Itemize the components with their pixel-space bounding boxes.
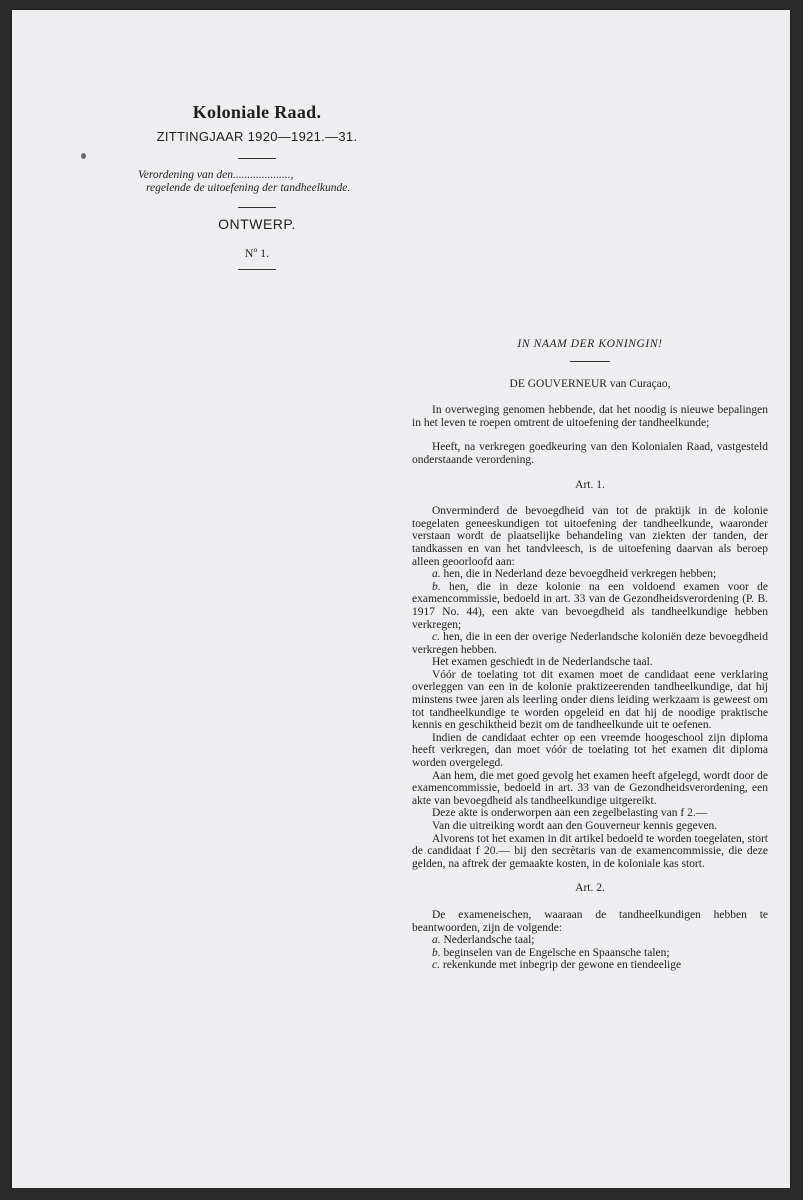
article-1-paragraph: Van die uitreiking wordt aan den Gouverneur kennis gegeven. [432, 820, 718, 832]
item-text: hen, die in een der overige Nederlandsche koloniën deze bevoegdheid verkregen hebben. [412, 631, 768, 656]
item-letter: c. [432, 631, 440, 644]
item-letter: b. [432, 580, 441, 593]
subtitle-divider [238, 207, 276, 208]
header-divider [238, 158, 276, 159]
subtitle-line-2: regelende de uitoefening der tandheelkunde. [146, 182, 351, 194]
article-2-paragraph: De exameneischen, waaraan de tandheelkundigen hebben te beantwoorden, zijn de volgende: [412, 908, 768, 934]
article-1-heading: Art. 1. [575, 478, 605, 491]
item-letter: a. [432, 934, 441, 947]
article-1-paragraph: Indien de candidaat echter op een vreemde hoogeschool zijn diploma heeft verkregen, dan moet vóór de toelating tot het examen dit diploma worden overgelegd. [412, 731, 768, 770]
article-1-item-a [412, 568, 768, 581]
article-1-paragraph: Vóór de toelating tot dit examen moet de candidaat eene verklaring overleggen van een in de kolonie praktizeerenden tandheelkundige, dat hij minstens twee jaren als leerling onder diens leiding werkzaam is geweest om tot tandheelkundige te worden opgeleid en dat hij de noodige praktische kennis en geschiktheid bezit om de tandheelkunde uit te oefenen. [412, 668, 768, 732]
ordinance-body [412, 338, 768, 972]
item-letter: a. [432, 568, 441, 581]
article-1-paragraph: Alvorens tot het examen in dit artikel bedoeld te worden toegelaten, stort de candidaat f 20.— bij den secrètaris van de examencommissie, die deze gelden, na aftrek der gemaakte kosten, in de koloniale kas stort. [412, 832, 768, 870]
preamble-enacted: Heeft, na verkregen goedkeuring van den Kolonialen Raad, vastgesteld onderstaande verordening. [412, 441, 768, 466]
ordinance-subtitle [122, 169, 392, 195]
scan-border [12, 1188, 803, 1200]
article-2-item-b [412, 947, 768, 960]
article-1-paragraph: Aan hem, die met goed gevolg het examen heeft afgelegd, wordt door de examencommissie, bedoeld in art. 33 van de Gezondheidsverordening, een akte van bevoegdheid als tandheelkundige uitgereikt. [412, 769, 768, 807]
item-letter: b. [432, 946, 441, 959]
preamble-considering: In overweging genomen hebbende, dat het noodig is nieuwe bepalingen in het leven te roepen omtrent de uitoefening der tandheelkunde; [412, 404, 768, 429]
punch-hole [81, 153, 86, 159]
document-number: Nº 1. [244, 246, 270, 260]
item-text: Nederlandsche taal; [440, 934, 535, 947]
article-2-item-a [412, 934, 768, 947]
item-text: beginselen van de Engelsche en Spaansche talen; [440, 946, 670, 959]
session-year: ZITTINGJAAR 1920—1921.—31. [156, 129, 358, 144]
body-divider [570, 361, 610, 362]
article-2-heading: Art. 2. [575, 882, 605, 895]
governor-heading: DE GOUVERNEUR van Curaçao, [509, 377, 671, 390]
article-1-item-b [412, 581, 768, 631]
council-title: Koloniale Raad. [192, 102, 322, 122]
article-1-paragraph: Het examen geschiedt in de Nederlandsche taal. [432, 656, 653, 669]
item-text: rekenkunde met inbegrip der gewone en tiendeelige [439, 959, 682, 972]
in-name-heading: IN NAAM DER KONINGIN! [517, 338, 663, 350]
number-divider [238, 269, 276, 270]
article-1-paragraph: Deze akte is onderworpen aan een zegelbelasting van f 2.— [432, 807, 708, 820]
article-2-item-c [412, 959, 768, 972]
item-text: hen, die in Nederland deze bevoegdheid verkregen hebben; [440, 568, 717, 581]
article-1-paragraph: Onverminderd de bevoegdheid van tot de praktijk in de kolonie toegelaten geneeskundigen tot uitoefening der tandheelkunde, waaronder verstaan wordt de plaatselijke behandeling van ziekten der tanden, der tandkassen en van het tandvleesch, is de uitoefening daarvan als beroep alleen geoorloofd aan: [412, 505, 768, 568]
article-1-item-c [412, 631, 768, 656]
document-header [122, 102, 392, 270]
document-page [12, 10, 790, 1188]
item-text: hen, die in deze kolonie na een voldoend examen voor de examencommissie, bedoeld in art. 33 van de Gezondheidsverordening (P. B. 1917 No. 44), een akte van bevoegdheid als tandheelkundige hebben verkregen; [412, 580, 768, 631]
item-letter: c. [432, 959, 440, 972]
draft-label: ONTWERP. [218, 216, 296, 232]
subtitle-line-1: Verordening van den...................., [138, 169, 294, 181]
